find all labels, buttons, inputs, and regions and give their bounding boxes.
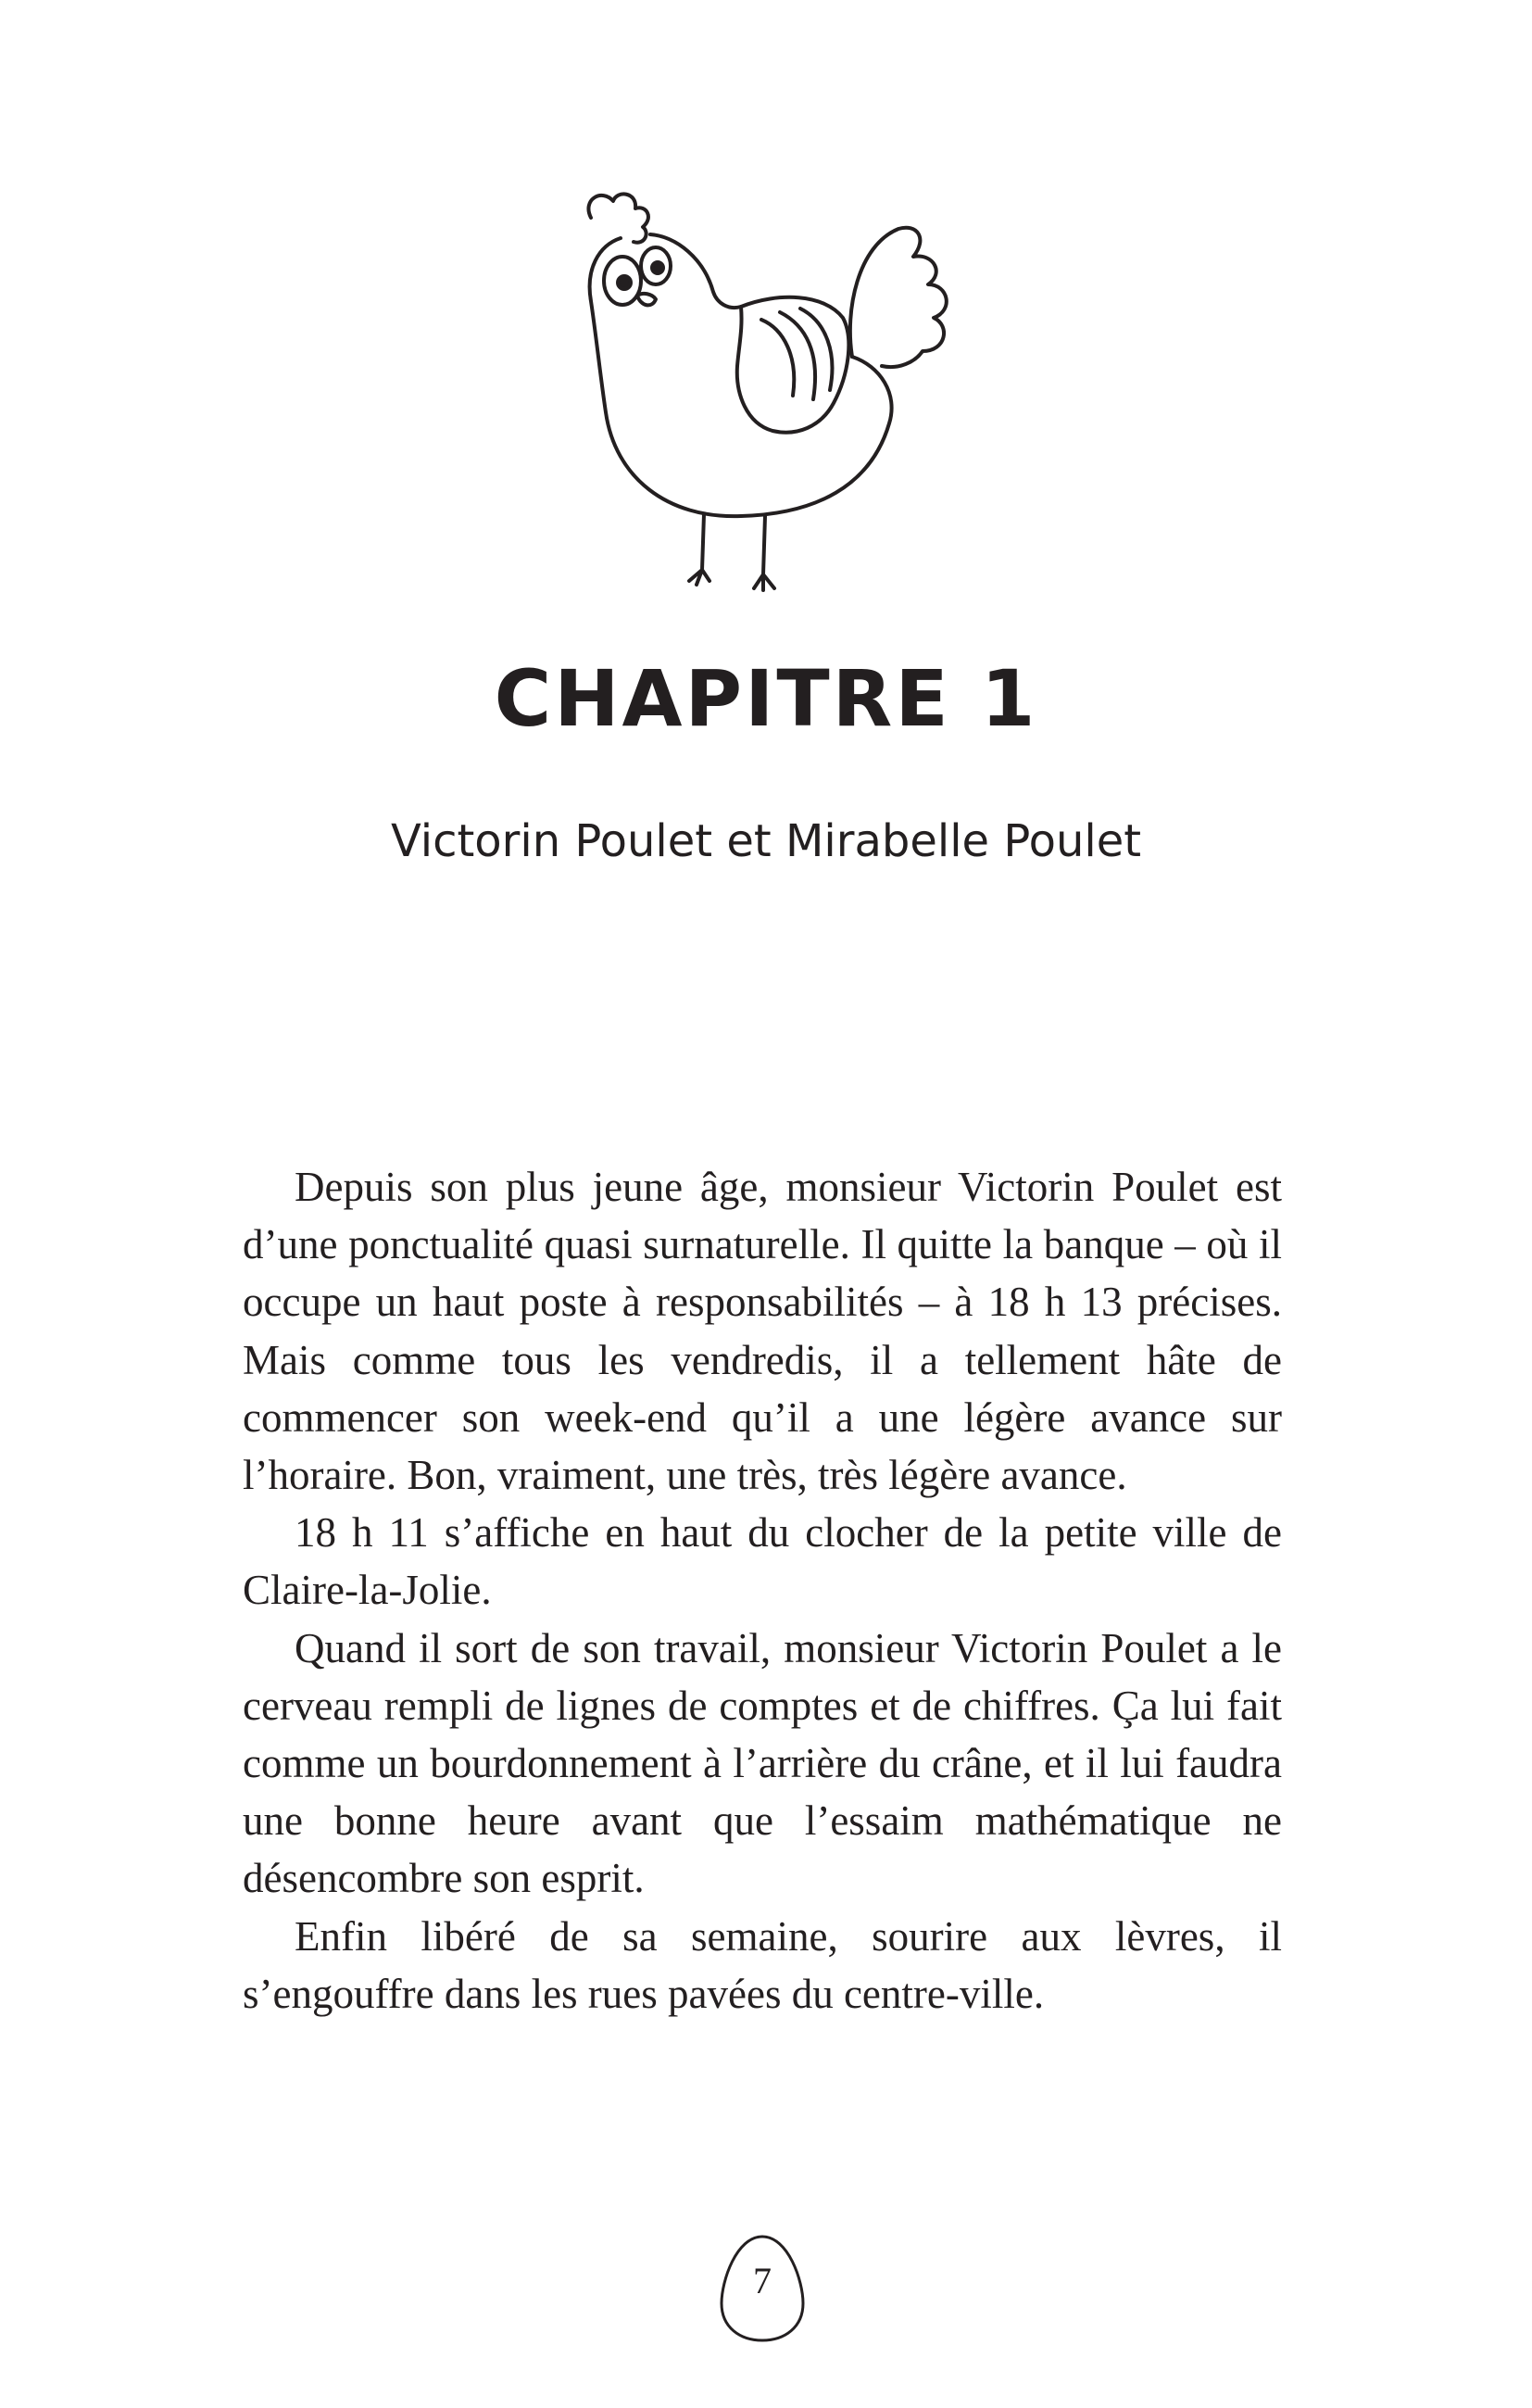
chapter-subtitle: Victorin Poulet et Mirabelle Poulet	[390, 815, 1142, 867]
paragraph: 18 h 11 s’affiche en haut du clocher de la petite ville de Claire-la-Jolie.	[243, 1509, 1282, 1614]
chapter-title: CHAPITRE 1	[494, 653, 1038, 744]
chapter-body	[243, 1158, 1282, 2023]
chicken-illustration	[565, 181, 973, 616]
page-number: 7	[753, 2260, 772, 2301]
paragraph: Quand il sort de son travail, monsieur Victorin Poulet a le cerveau rempli de lignes de comptes et de chiffres. Ça lui fait comme un bourdonnement à l’arrière du crâne, et il lui faudra une bonne heure avant que l’essaim mathématique ne désencombre son esprit.	[243, 1624, 1282, 1902]
paragraph: Enfin libéré de sa semaine, sourire aux lèvres, il s’engouffre dans les rues pavées du centre-ville.	[243, 1912, 1282, 2017]
page-number-badge	[716, 2233, 809, 2344]
paragraph: Depuis son plus jeune âge, monsieur Victorin Poulet est d’une ponctualité quasi surnaturelle. Il quitte la banque – où il occupe un haut poste à responsabilités – à 18 h 13 précises. Mais comme tous les vendredis, il a tellement hâte de commencer son week-end qu’il a une légère avance sur l’horaire. Bon, vraiment, une très, très légère avance.	[243, 1164, 1282, 1499]
